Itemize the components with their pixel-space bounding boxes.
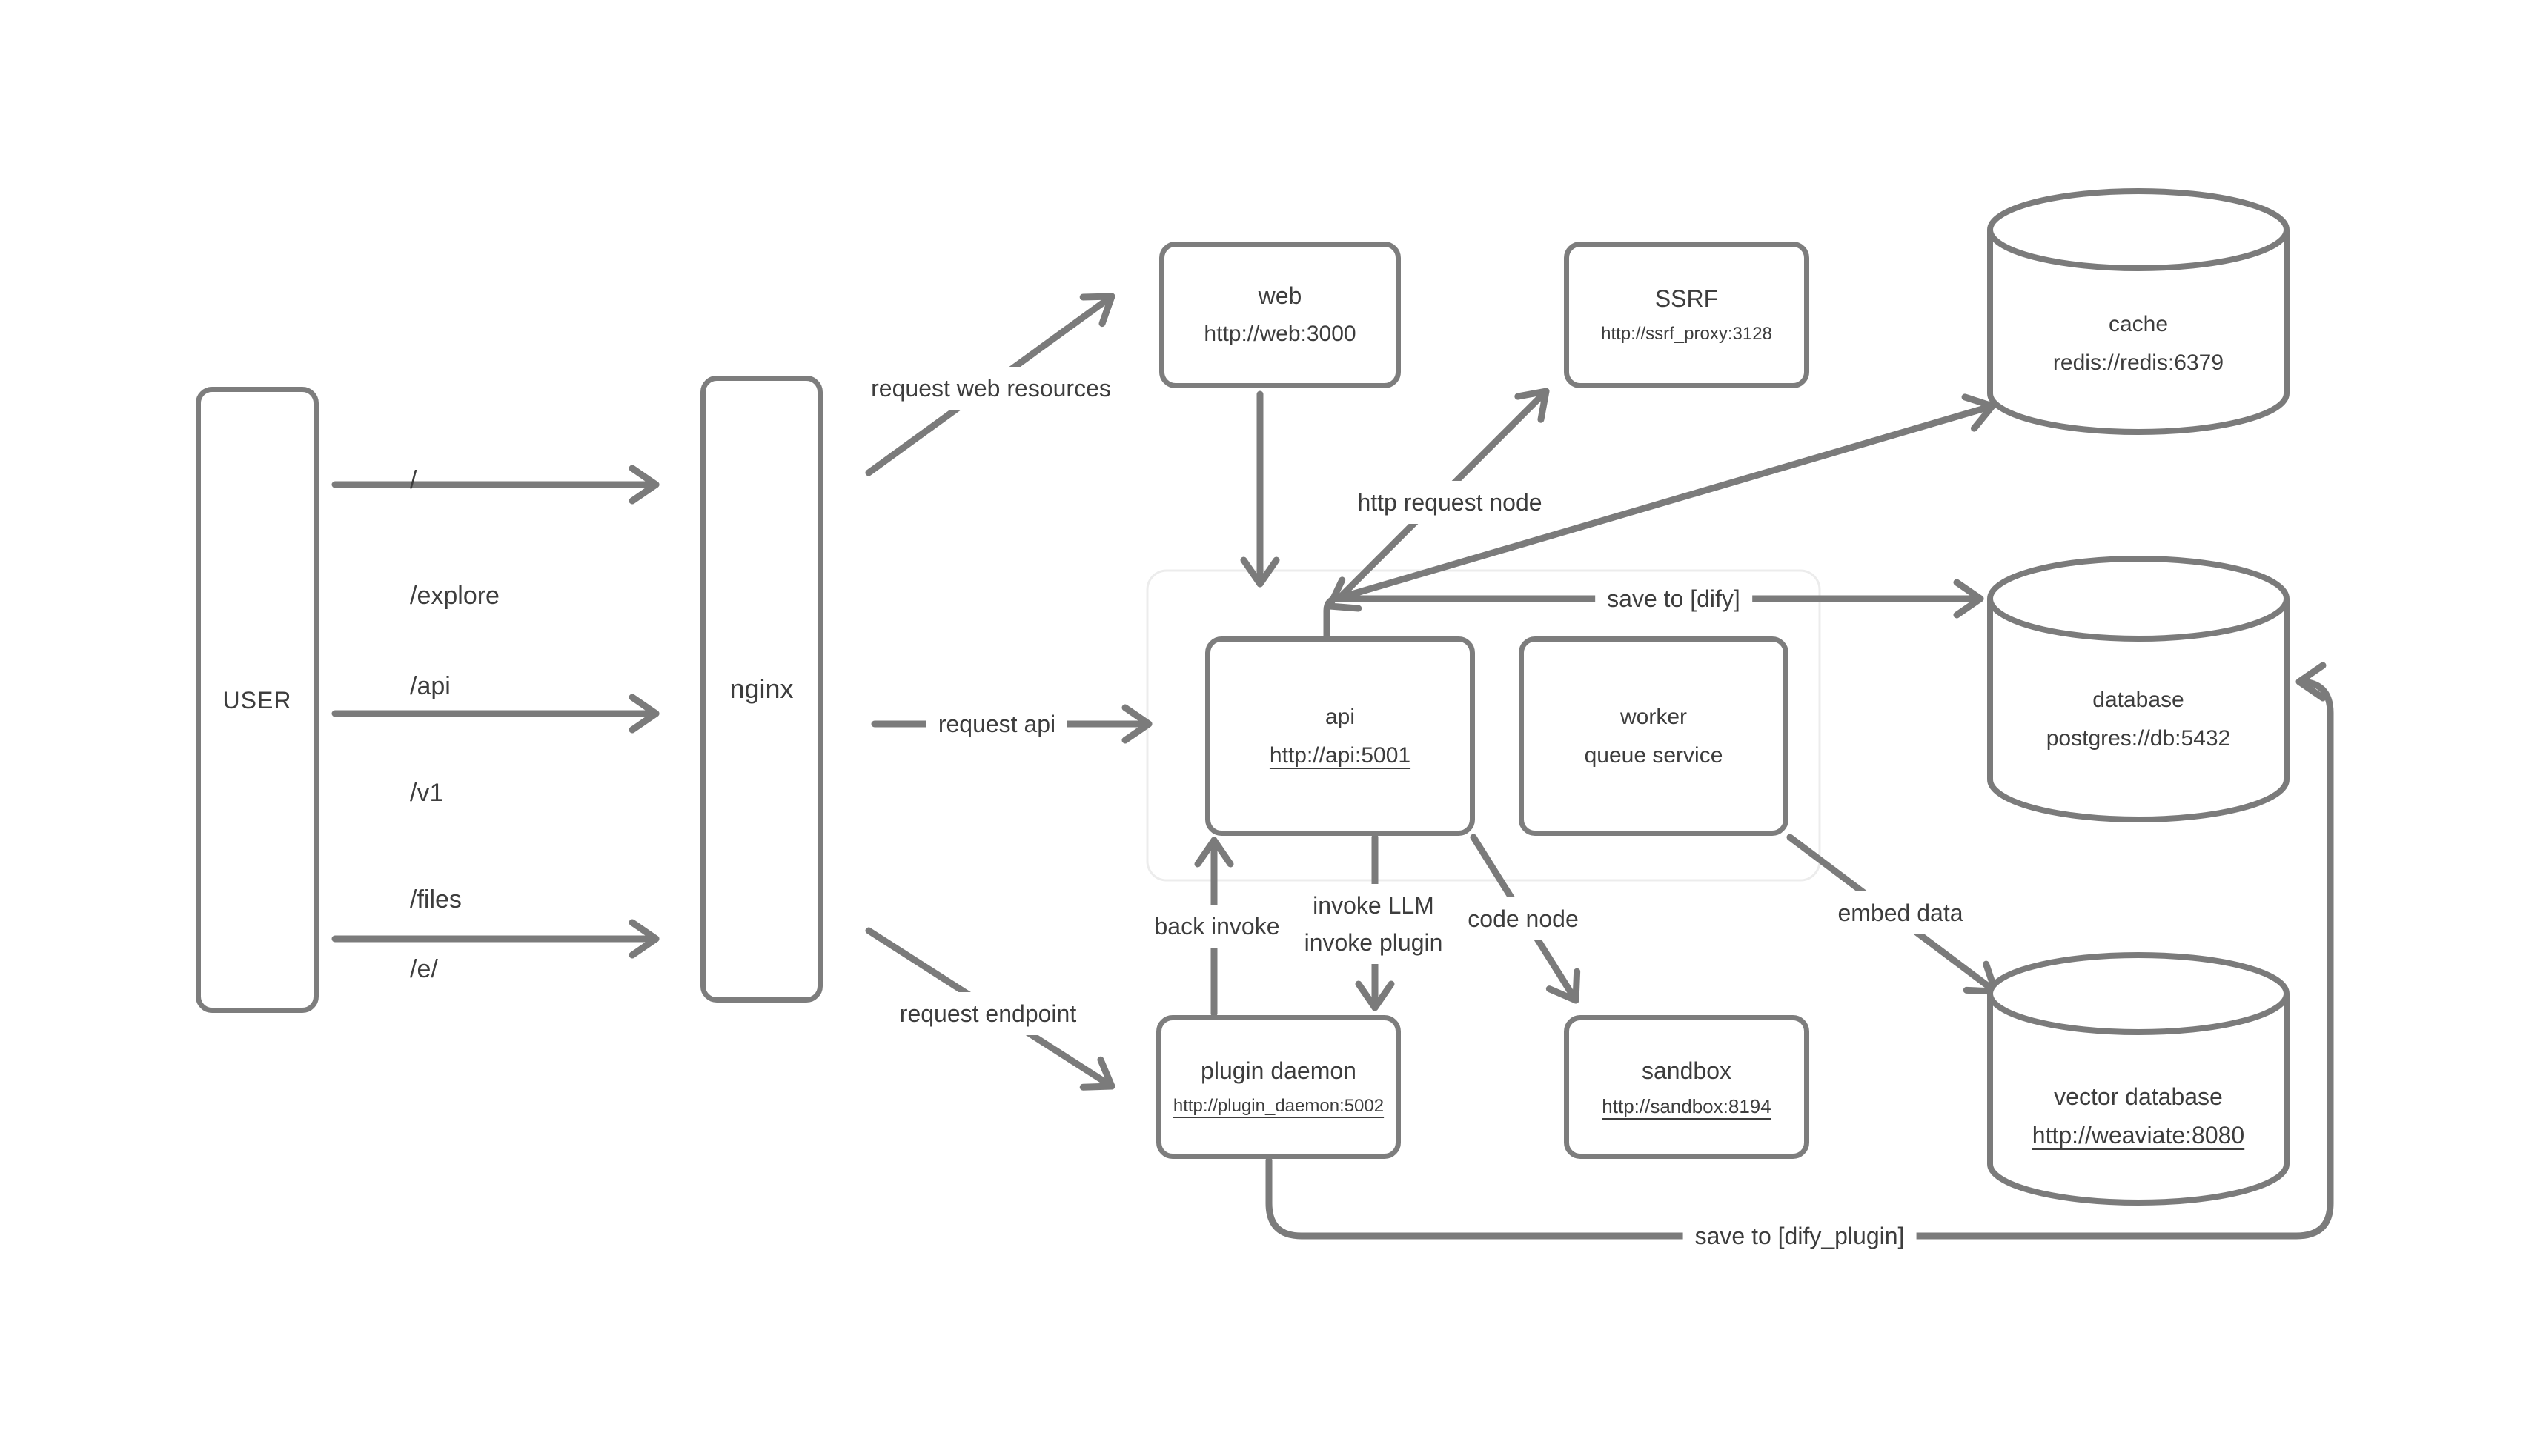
sandbox-title: sandbox (1642, 1057, 1731, 1084)
web-node (1159, 242, 1401, 388)
edge-label-back-invoke: back invoke (1143, 905, 1292, 948)
api-title: api (1325, 704, 1356, 729)
database-url: postgres://db:5432 (2046, 726, 2231, 751)
web-title: web (1258, 282, 1302, 309)
sandbox-url: http://sandbox:8194 (1602, 1095, 1771, 1117)
nginx-label: nginx (729, 674, 794, 704)
edge-label-invoke (1293, 884, 1455, 964)
edge-label-invoke-llm: invoke LLM (1313, 892, 1434, 919)
worker-node (1519, 636, 1788, 836)
edge-label-embed-data: embed data (1826, 891, 1975, 934)
web-url: http://web:3000 (1204, 322, 1356, 346)
edge-label-save-to-dify: save to [dify] (1595, 577, 1752, 620)
plugin-daemon-title: plugin daemon (1201, 1057, 1356, 1084)
ssrf-url: http://ssrf_proxy:3128 (1601, 324, 1772, 344)
edge-label-code-node: code node (1456, 897, 1590, 940)
database-title: database (2092, 688, 2184, 712)
user-label: USER (222, 686, 292, 714)
user-paths-label-2: /api /v1 /files (410, 672, 462, 914)
edge-label-http-request-node: http request node (1345, 481, 1554, 524)
user-paths-label-1: / /explore (410, 466, 500, 610)
cache-title: cache (2108, 312, 2169, 336)
user-node (196, 387, 319, 1013)
edge-label-request-endpoint: request endpoint (888, 992, 1088, 1035)
worker-title: worker (1619, 704, 1687, 729)
api-node (1205, 636, 1475, 836)
worker-subtitle: queue service (1584, 742, 1723, 768)
vector-database-cylinder (1990, 1077, 2287, 1154)
database-cylinder (1990, 681, 2287, 758)
ssrf-node (1564, 242, 1809, 388)
api-url: http://api:5001 (1269, 742, 1411, 768)
edge-label-invoke-plugin: invoke plugin (1304, 929, 1443, 956)
sandbox-node (1564, 1015, 1809, 1159)
vector-database-url: http://weaviate:8080 (2032, 1122, 2245, 1148)
edge-label-request-web-resources: request web resources (859, 367, 1123, 410)
cache-url: redis://redis:6379 (2052, 350, 2224, 375)
plugin-daemon-node (1156, 1015, 1401, 1159)
cache-cylinder (1990, 305, 2287, 382)
edge-label-save-to-dify-plugin: save to [dify_plugin] (1683, 1214, 1917, 1257)
plugin-daemon-url: http://plugin_daemon:5002 (1173, 1096, 1385, 1116)
nginx-node (700, 376, 823, 1003)
edge-label-request-api: request api (926, 702, 1067, 745)
ssrf-title: SSRF (1654, 285, 1719, 312)
user-paths-label-3: /e/ (410, 955, 438, 983)
vector-database-title: vector database (2054, 1083, 2223, 1110)
